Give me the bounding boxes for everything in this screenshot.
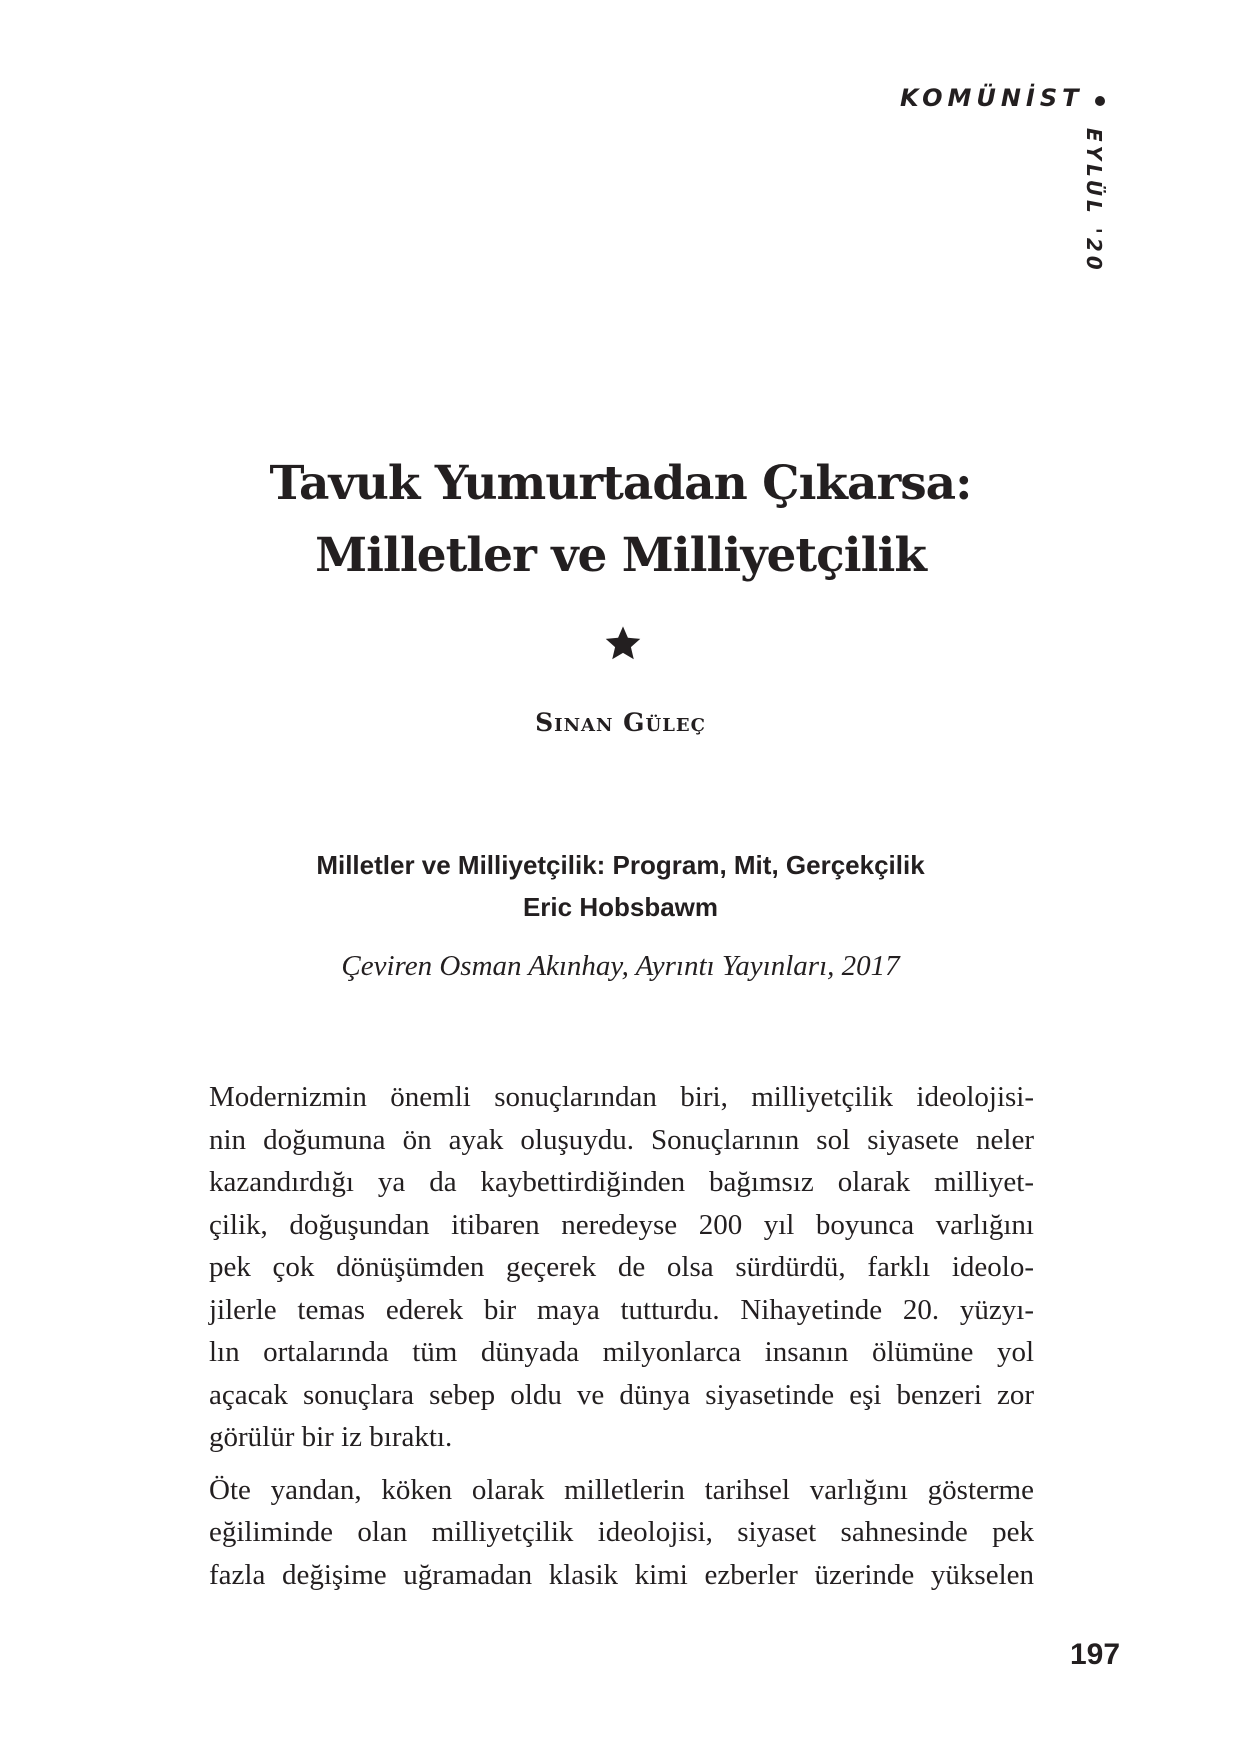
reviewed-book-title: Milletler ve Milliyetçilik: Program, Mit, Gerçekçilik <box>316 850 925 880</box>
text-line: Öte yandan, köken olarak milletlerin tarihsel varlığını gösterme <box>209 1473 1034 1506</box>
article-title-line2: Milletler ve Milliyetçilik <box>315 528 926 583</box>
text-line: eğiliminde olan milliyetçilik ideolojisi, siyaset sahnesinde pek <box>209 1516 1034 1548</box>
text-line: fazla değişime uğramadan klasik kimi ezberler üzerinde yükselen <box>209 1558 1034 1591</box>
magazine-name: KOMÜNİST <box>900 84 1084 112</box>
reviewed-book-author: Eric Hobsbawm <box>522 892 719 922</box>
text-line: açacak sonuçlara sebep oldu ve dünya siyasetinde eşi benzeri zor <box>209 1378 1034 1411</box>
page-number: 197 <box>1070 1638 1121 1671</box>
text-line: nin doğumuna ön ayak oluşuydu. Sonuçlarının sol siyasete neler <box>209 1123 1034 1156</box>
article-body <box>209 1076 1034 1606</box>
header-bullet <box>1095 96 1105 106</box>
article-title-line1: Tavuk Yumurtadan Çıkarsa: <box>269 456 972 511</box>
text-line: çilik, doğuşundan itibaren neredeyse 200 yıl boyunca varlığını <box>209 1208 1034 1241</box>
text-line: lın ortalarında tüm dünyada milyonlarca insanın ölümüne yol <box>209 1336 1034 1368</box>
text-line: Modernizmin önemli sonuçlarından biri, milliyetçilik ideolojisi- <box>209 1081 1034 1113</box>
text-line: görülür bir iz bıraktı. <box>209 1421 453 1453</box>
translation-info: Çeviren Osman Akınhay, Ayrıntı Yayınları, 2017 <box>341 950 900 982</box>
text-line: jilerle temas ederek bir maya tutturdu. Nihayetinde 20. yüzyı- <box>209 1293 1034 1326</box>
article-author: Sinan Güleç <box>535 708 706 737</box>
paragraph <box>209 1469 1034 1597</box>
paragraph <box>209 1076 1034 1459</box>
text-line: pek çok dönüşümden geçerek de olsa sürdürdü, farklı ideolo- <box>209 1251 1034 1283</box>
text-line: kazandırdığı ya da kaybettirdiğinden bağımsız olarak milliyet- <box>209 1166 1034 1198</box>
issue-date: EYLÜL '20 <box>1082 128 1106 274</box>
star-icon <box>604 624 642 662</box>
